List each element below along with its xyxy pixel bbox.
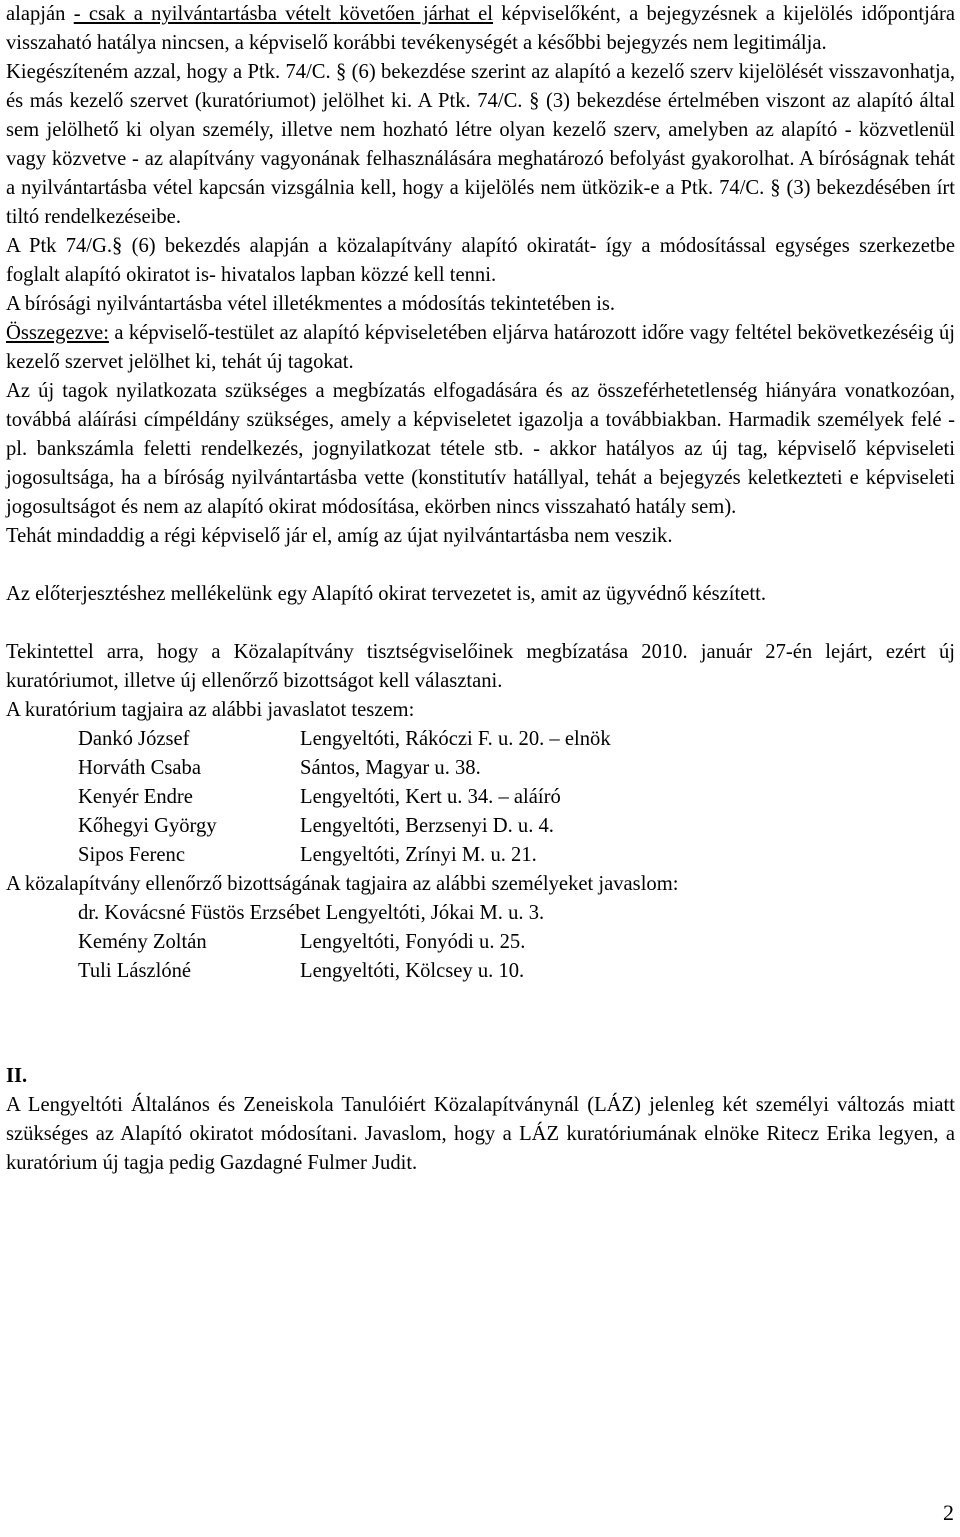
member-name: Horváth Csaba bbox=[78, 757, 201, 779]
spacer bbox=[6, 609, 955, 638]
member-address: Lengyeltóti, Berzsenyi D. u. 4. bbox=[300, 815, 554, 837]
list-item bbox=[6, 812, 955, 841]
paragraph-ptk-74c: Kiegészíteném azzal, hogy a Ptk. 74/C. § (6) bekezdése szerint az alapító a kezelő szerv kijelölését visszavonhatja, és más kezelő szervet (kuratóriumot) jelölhet ki. A Ptk. 74/C. § (3) bekezdése értelmében viszont az alapító által sem jelölhető ki olyan személy, illetve nem hozható létre olyan kezelő szerv, amelyben az alapító - közvetlenül vagy közvetve - az alapítvány vagyonának felhasználására meghatározó befolyást gyakorolhat. A bíróságnak tehát a nyilvántartásba vétel kapcsán vizsgálnia kell, hogy a kijelölés nem ütközik-e a Ptk. 74/C. § (3) bekezdésében írt tiltó rendelkezéseibe. bbox=[6, 61, 955, 228]
paragraph-mandate-expired: Tekintettel arra, hogy a Közalapítvány tisztségviselőinek megbízatása 2010. január 27-én lejárt, ezért új kuratóriumot, illetve új ellenőrző bizottságot kell választani. bbox=[6, 641, 955, 692]
list-item bbox=[6, 754, 955, 783]
spacer bbox=[6, 1015, 955, 1044]
spacer bbox=[6, 986, 955, 1015]
paragraph-registration-effect bbox=[6, 0, 955, 58]
underlined-phrase: - csak a nyilvántartásba vételt követően járhat el bbox=[73, 3, 494, 25]
summary-label: Összegezve: bbox=[6, 322, 109, 344]
paragraph-fee-exemption: A bírósági nyilvántartásba vétel illetékmentes a módosítás tekintetében is. bbox=[6, 293, 616, 315]
member-address: Lengyeltóti, Kert u. 34. – aláíró bbox=[300, 786, 561, 808]
member-address: Lengyeltóti, Rákóczi F. u. 20. – elnök bbox=[300, 728, 611, 750]
page-number: 2 bbox=[943, 1500, 954, 1525]
member-address: Sántos, Magyar u. 38. bbox=[300, 757, 481, 779]
list-item bbox=[6, 783, 955, 812]
member-name: Kőhegyi György bbox=[78, 815, 217, 837]
paragraph-attachment-note: Az előterjesztéshez mellékelünk egy Alapító okirat tervezetet is, amit az ügyvédnő készített. bbox=[6, 583, 766, 605]
paragraph-supervisory-intro: A közalapítvány ellenőrző bizottságának tagjaira az alábbi személyeket javaslom: bbox=[6, 873, 679, 895]
paragraph-summary bbox=[6, 319, 955, 377]
paragraph-text: képviselőként, a bejegyzésnek a kijelölés időpontjára visszaható hatálya nincsen, a képviselő korábbi tevékenységét a későbbi bejegyzés nem legitimálja. bbox=[6, 3, 955, 54]
member-address: Lengyeltóti, Fonyódi u. 25. bbox=[300, 931, 526, 953]
supervisory-member-list bbox=[6, 899, 955, 986]
list-item bbox=[6, 899, 955, 928]
list-item bbox=[6, 841, 955, 870]
section-heading-2: II. bbox=[6, 1065, 28, 1087]
list-item bbox=[6, 928, 955, 957]
member-name: Sipos Ferenc bbox=[78, 844, 185, 866]
list-item bbox=[6, 957, 955, 986]
member-name: Kemény Zoltán bbox=[78, 931, 207, 953]
list-item bbox=[6, 725, 955, 754]
paragraph-new-members-declaration: Az új tagok nyilatkozata szükséges a megbízatás elfogadására és az összeférhetetlenség hiányára vonatkozóan, továbbá aláírási címpéldány szükséges, amely a képviseletet igazolja a továbbiakban. Harmadik személyek felé - pl. bankszámla feletti rendelkezés, jognyilatkozat tétele stb. - akkor hatályos az új tag, képviselő képviseleti jogosultsága, ha a bíróság nyilvántartásba vette (konstitutív hatállyal, tehát a bejegyzés keletkezteti e képviseleti jogosultságot és nem az alapító okirat módosítása, ekörben nincs visszaható hatály sem). bbox=[6, 380, 955, 518]
document-page bbox=[6, 0, 955, 1178]
paragraph-text: a képviselő-testület az alapító képviseletében eljárva határozott időre vagy feltétel bekövetkezéséig új kezelő szervet jelölhet ki, tehát új tagokat. bbox=[6, 322, 955, 373]
paragraph-laz-foundation: A Lengyeltóti Általános és Zeneiskola Tanulóiért Közalapítványnál (LÁZ) jelenleg két személyi változás miatt szükséges az Alapító okiratot módosítani. Javaslom, hogy a LÁZ kuratóriumának elnöke Ritecz Erika legyen, a kuratórium új tagja pedig Gazdagné Fulmer Judit. bbox=[6, 1094, 955, 1174]
member-address: Lengyeltóti, Zrínyi M. u. 21. bbox=[300, 844, 537, 866]
member-address: Lengyeltóti, Kölcsey u. 10. bbox=[300, 960, 525, 982]
member-name: Kenyér Endre bbox=[78, 786, 193, 808]
paragraph-old-representative: Tehát mindaddig a régi képviselő jár el, amíg az újat nyilvántartásba nem veszik. bbox=[6, 525, 673, 547]
paragraph-ptk-74g: A Ptk 74/G.§ (6) bekezdés alapján a közalapítvány alapító okiratát- így a módosítással egységes szerkezetbe foglalt alapító okiratot is- hivatalos lapban közzé kell tenni. bbox=[6, 235, 955, 286]
member-name: Tuli Lászlóné bbox=[78, 960, 192, 982]
member-name-address: dr. Kovácsné Füstös Erzsébet Lengyeltóti, Jókai M. u. 3. bbox=[78, 902, 545, 924]
paragraph-board-proposal-intro: A kuratórium tagjaira az alábbi javaslatot teszem: bbox=[6, 699, 415, 721]
spacer bbox=[6, 551, 955, 580]
member-name: Dankó József bbox=[78, 728, 190, 750]
paragraph-text: alapján bbox=[6, 3, 74, 25]
board-member-list bbox=[6, 725, 955, 870]
